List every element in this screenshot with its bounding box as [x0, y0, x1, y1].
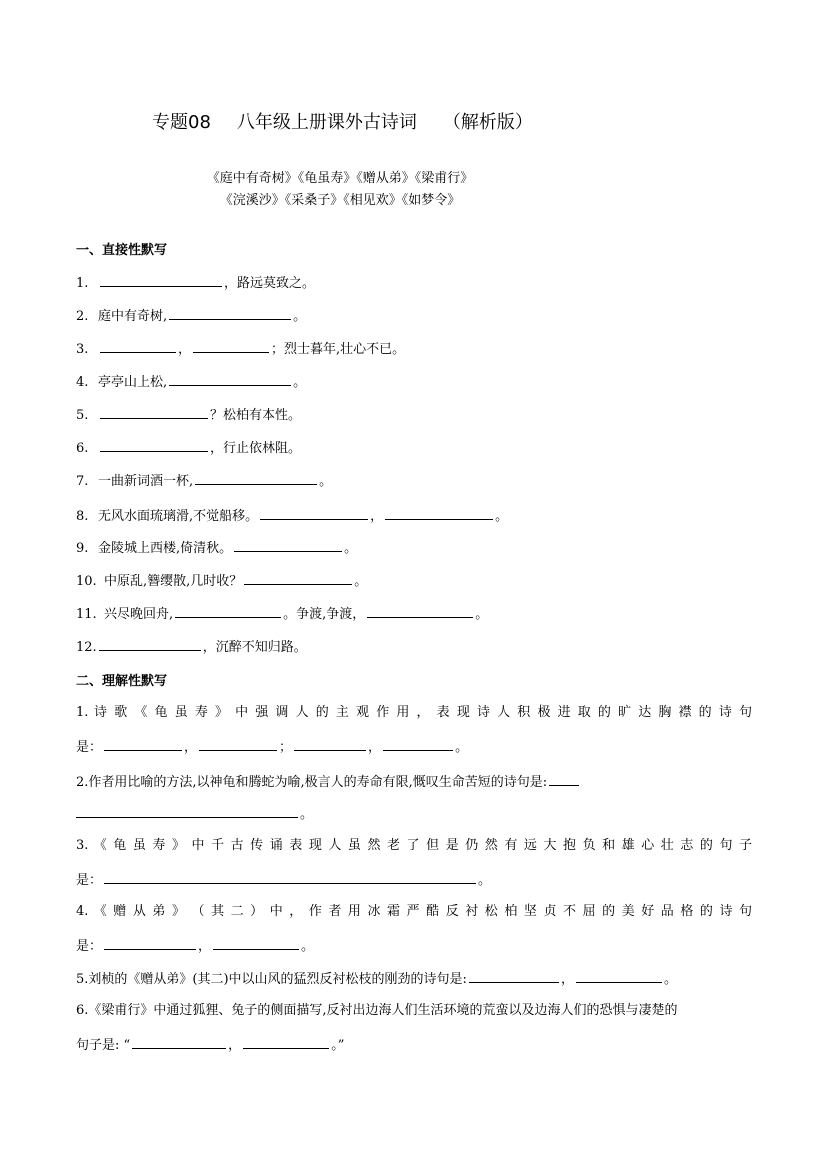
answer-blank[interactable]: [132, 1035, 226, 1049]
question-12: 12. ，沉醉不知归路。: [76, 637, 307, 657]
answer-blank[interactable]: [76, 804, 298, 818]
title-topic-number: 专题08: [152, 112, 211, 133]
answer-blank[interactable]: [195, 471, 317, 485]
u-question-4-line-2: 是： ， 。: [76, 936, 752, 956]
answer-blank[interactable]: [199, 737, 277, 751]
answer-blank[interactable]: [469, 969, 559, 983]
answer-blank[interactable]: [169, 306, 291, 320]
answer-blank[interactable]: [367, 604, 473, 618]
question-10: 10. 中原乱,簪缨散,几时收？ 。: [76, 571, 367, 591]
subtitle-line-2: 《浣溪沙》《采桑子》《相见欢》《如梦令》: [219, 193, 461, 208]
answer-blank[interactable]: [169, 372, 291, 386]
answer-blank[interactable]: [100, 339, 176, 353]
u-question-1-line-1: 1. 诗 歌 《 龟 虽 寿 》 中 强 调 人 的 主 观 作 用 ， 表 现 诗 人 积 极 进 取 的 旷 达 胸 襟 的 诗 句: [76, 705, 752, 720]
answer-blank[interactable]: [383, 737, 453, 751]
question-3: 3. ， ；烈士暮年,壮心不已。: [76, 339, 405, 359]
section-heading-direct: 一、直接性默写: [76, 243, 168, 258]
question-5: 5. ？松柏有本性。: [76, 405, 301, 425]
answer-blank[interactable]: [104, 936, 196, 950]
question-4: 4. 亭亭山上松, 。: [76, 372, 306, 392]
question-1: 1. ，路远莫致之。: [76, 273, 315, 293]
page-title: [152, 108, 712, 134]
answer-blank[interactable]: [244, 571, 352, 585]
answer-blank[interactable]: [576, 969, 662, 983]
answer-blank[interactable]: [294, 737, 366, 751]
answer-blank[interactable]: [260, 506, 368, 520]
answer-blank[interactable]: [213, 936, 299, 950]
answer-blank[interactable]: [104, 870, 476, 884]
u-question-4-line-1: 4. 《 赠 从 弟 》 （ 其 二 ） 中 ， 作 者 用 冰 霜 严 酷 反 衬 松 柏 坚 贞 不 屈 的 美 好 品 格 的 诗 句: [76, 904, 752, 919]
u-question-1-line-2: 是： ， ； ， 。: [76, 737, 752, 757]
subtitle-line-1: 《庭中有奇树》《龟虽寿》《赠从弟》《梁甫行》: [206, 171, 474, 186]
answer-blank[interactable]: [193, 339, 269, 353]
answer-blank[interactable]: [385, 506, 493, 520]
answer-blank[interactable]: [99, 637, 201, 651]
u-question-6-line-1: 6.《梁甫行》中通过狐狸、兔子的侧面描写,反衬出边海人们生活环境的荒蛮以及边海人们的恐惧与凄楚的: [76, 1003, 678, 1018]
question-2: 2. 庭中有奇树, 。: [76, 306, 306, 326]
question-6: 6. ，行止依林阻。: [76, 438, 301, 458]
title-edition: （解析版）: [442, 112, 533, 133]
u-question-2-line-2: 。: [76, 804, 752, 824]
answer-blank[interactable]: [100, 405, 208, 419]
u-question-5: 5.刘桢的《赠从弟》(其二)中以山风的猛烈反衬松枝的刚劲的诗句是: ， 。: [76, 969, 752, 989]
answer-blank[interactable]: [104, 737, 182, 751]
u-question-2-line-1: 2.作者用比喻的方法,以神龟和腾蛇为喻,极言人的寿命有限,慨叹生命苦短的诗句是:: [76, 772, 752, 792]
question-11: 11. 兴尽晚回舟, 。争渡,争渡， 。: [76, 604, 488, 624]
question-7: 7. 一曲新词酒一杯, 。: [76, 471, 332, 491]
question-9: 9. 金陵城上西楼,倚清秋。 。: [76, 538, 357, 558]
answer-blank[interactable]: [175, 604, 281, 618]
answer-blank[interactable]: [100, 273, 222, 287]
answer-blank[interactable]: [243, 1035, 329, 1049]
u-question-3-line-2: 是： 。: [76, 870, 752, 890]
u-question-6-line-2: 句子是: “ ， 。”: [76, 1035, 752, 1055]
question-8: 8. 无风水面琉璃滑,不觉船移。 ， 。: [76, 506, 508, 526]
answer-blank[interactable]: [549, 772, 579, 786]
answer-blank[interactable]: [100, 438, 208, 452]
title-main: 八年级上册课外古诗词: [236, 112, 417, 133]
answer-blank[interactable]: [234, 538, 342, 552]
u-question-3-line-1: 3. 《 龟 虽 寿 》 中 千 古 传 诵 表 现 人 虽 然 老 了 但 是 仍 然 有 远 大 抱 负 和 雄 心 壮 志 的 句 子: [76, 838, 752, 853]
section-heading-understanding: 二、理解性默写: [76, 674, 168, 689]
